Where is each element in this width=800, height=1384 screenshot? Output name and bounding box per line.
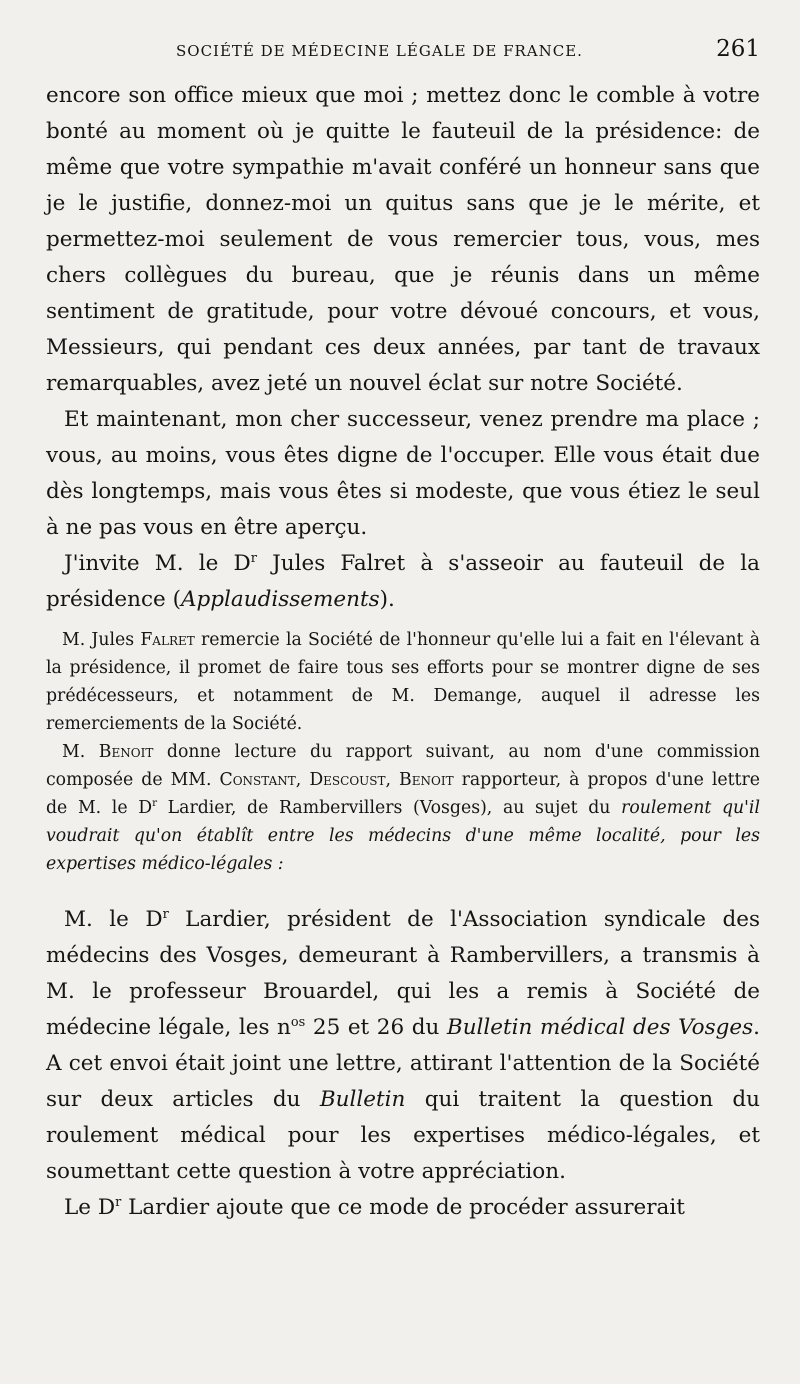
large-text-block-2 — [46, 902, 760, 1226]
paragraph-4: M. Jules Falret remercie la Société de l'honneur qu'elle lui a fait en l'élevant à la présidence, il promet de faire tous ses efforts pour se montrer digne de ses prédécesseurs, et notamment de M. Demange, auquel il adresse les remerciements de la Société. — [46, 630, 760, 734]
paragraph-5: M. Benoit donne lecture du rapport suivant, au nom d'une commission composée de MM. Constant, Descoust, Benoit rapporteur, à propos d'une lettre de M. le $D^r$ Lardier, de Rambervillers (Vosges), au sujet du roulement qu'il voudrait qu'on établît entre les médecins d'une même localité, pour les expertises médico-légales : — [46, 742, 761, 874]
paragraph-2: Et maintenant, mon cher successeur, venez prendre ma place ; vous, au moins, vous êtes digne de l'occuper. Elle vous était due dès longtemps, mais vous êtes si modeste, que vous étiez le seul à ne pas vous en être aperçu. — [46, 407, 760, 540]
paragraph-3: J'invite M. le $D^r$ Jules Falret à s'asseoir au fauteuil de la présidence (Applaudissements). — [46, 550, 761, 612]
paragraph-1: encore son office mieux que moi ; mettez donc le comble à votre bonté au moment où je quitte le fauteuil de la présidence: de même que votre sympathie m'avait conféré un honneur sans que je le justifie, donnez-moi un quitus sans que je le mérite, et permettez-moi seulement de vous remercier tous, vous, mes chers collègues du bureau, que je réunis dans un même sentiment de gratitude, pour votre dévoué concours, et vous, Messieurs, qui pendant ces deux années, par tant de travaux remarquables, avez jeté un nouvel éclat sur notre Société. — [46, 83, 760, 396]
header-title: SOCIÉTÉ DE MÉDECINE LÉGALE DE FRANCE. — [176, 42, 583, 60]
running-header — [48, 38, 760, 68]
large-text-block-1 — [46, 78, 760, 618]
paragraph-6: M. le $D^r$ Lardier, président de l'Association syndicale des médecins des Vosges, demeurant à Rambervillers, a transmis à M. le professeur Brouardel, qui les a remis à Société de médecine légale, les $n^{os}$ 25 et 26 du Bulletin médical des Vosges. A cet envoi était joint une lettre, attirant l'attention de la Société sur deux articles du Bulletin qui traitent la question du roulement médical pour les expertises médico-légales, et soumettant cette question à votre appréciation. — [46, 906, 761, 1184]
page-number: 261 — [716, 36, 760, 62]
small-text-block — [46, 626, 760, 878]
body-text — [46, 78, 760, 1226]
paragraph-7: Le $D^r$ Lardier ajoute que ce mode de procéder assurerait — [64, 1194, 685, 1220]
